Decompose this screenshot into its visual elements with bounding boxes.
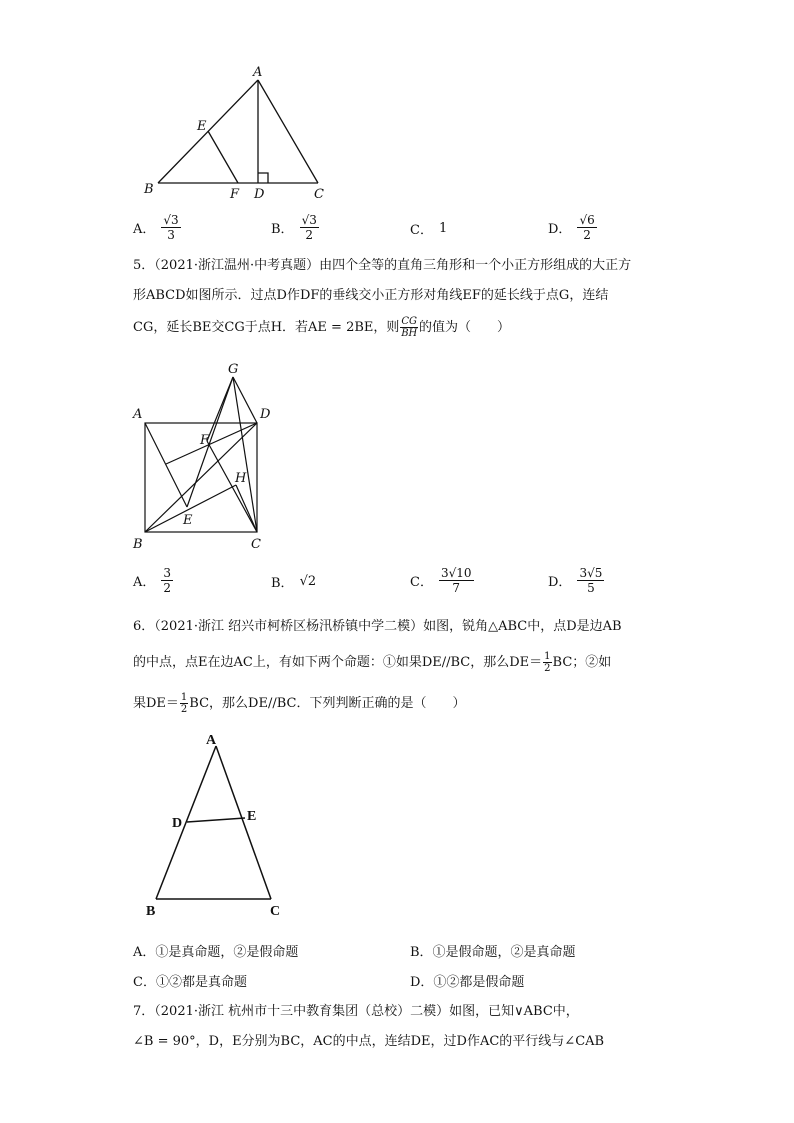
- denominator: 2: [305, 228, 314, 242]
- label-e: E: [247, 809, 257, 824]
- denominator: BH: [401, 328, 418, 339]
- option-letter: C．: [410, 223, 433, 238]
- text: CG，延长BE交CG于点H．若AE = 2BE，则: [133, 320, 400, 335]
- label-b: B: [144, 182, 154, 197]
- denominator: 7: [452, 581, 461, 595]
- q6-option-b[interactable]: B．①是假命题，②是真命题: [410, 945, 576, 960]
- label-c: C: [314, 187, 324, 202]
- denominator: 2: [163, 581, 172, 595]
- segment-de: [187, 818, 245, 822]
- option-value: √2: [299, 574, 317, 589]
- option-letter: C．: [410, 575, 433, 590]
- option-letter: D．: [548, 222, 572, 237]
- label-h: H: [235, 471, 247, 486]
- denominator: 2: [180, 704, 188, 715]
- label-a: A: [253, 65, 263, 80]
- option-letter: A．: [133, 575, 156, 590]
- q7-line-2: ∠B = 90°，D，E分别为BC，AC的中点，连结DE，过D作AC的平行线与∠CAB: [133, 1034, 605, 1049]
- denominator: 2: [544, 663, 551, 674]
- denominator: 3: [167, 228, 175, 242]
- option-letter: D．: [548, 575, 572, 590]
- label-b: B: [133, 537, 143, 552]
- numerator: 3√5: [579, 566, 603, 580]
- option-letter: B．: [271, 576, 294, 591]
- segment-ac: [216, 746, 271, 899]
- text: BC；②如: [552, 655, 612, 670]
- text: 果DE＝: [133, 696, 179, 711]
- q5-line-2: 形ABCD如图所示．过点D作DF的垂线交小正方形对角线EF的延长线于点G，连结: [133, 288, 609, 303]
- label-c: C: [270, 904, 281, 919]
- label-f: F: [230, 187, 240, 202]
- label-g: G: [228, 362, 239, 377]
- denominator: 5: [587, 581, 595, 595]
- label-e: E: [197, 119, 207, 134]
- numerator: √3: [163, 213, 179, 227]
- denominator: 2: [583, 228, 591, 242]
- label-b: B: [146, 904, 156, 919]
- numerator: 1: [180, 692, 188, 703]
- q6-option-a[interactable]: A．①是真命题，②是假命题: [133, 945, 299, 960]
- numerator: √6: [579, 213, 595, 227]
- label-a: A: [206, 733, 217, 748]
- option-value: 1: [438, 221, 448, 236]
- numerator: 3√10: [440, 566, 472, 580]
- numerator: 3: [163, 566, 172, 580]
- q6-option-d[interactable]: D．①②都是假命题: [410, 975, 525, 990]
- q6-option-c[interactable]: C．①②都是真命题: [133, 975, 247, 990]
- label-d: D: [254, 187, 265, 202]
- segment-ab: [156, 746, 216, 899]
- label-f: F: [200, 433, 210, 448]
- option-letter: A．: [133, 222, 156, 237]
- q7-line-1: 7．（2021·浙江 杭州市十三中教育集团（总校）二模）如图，已知∨ABC中，: [133, 1004, 579, 1019]
- text: 的值为（ ）: [419, 320, 511, 335]
- numerator: √3: [301, 213, 317, 227]
- numerator: 1: [544, 651, 551, 662]
- numerator: CG: [401, 316, 418, 327]
- label-e: E: [183, 513, 193, 528]
- label-d: D: [260, 407, 271, 422]
- label-d: D: [172, 816, 183, 831]
- label-c: C: [251, 537, 261, 552]
- label-a: A: [133, 407, 143, 422]
- text: BC，那么DE//BC．下列判断正确的是（ ）: [189, 696, 466, 711]
- q6-line-1: 6．（2021·浙江 绍兴市柯桥区杨汛桥镇中学二模）如图，锐角△ABC中，点D是边AB: [133, 619, 622, 634]
- option-letter: B．: [271, 222, 294, 237]
- text: 的中点，点E在边AC上，有如下两个命题：①如果DE//BC，那么DE＝: [133, 655, 543, 670]
- q5-line-1: 5．（2021·浙江温州·中考真题）由四个全等的直角三角形和一个小正方形组成的大正方: [133, 258, 632, 273]
